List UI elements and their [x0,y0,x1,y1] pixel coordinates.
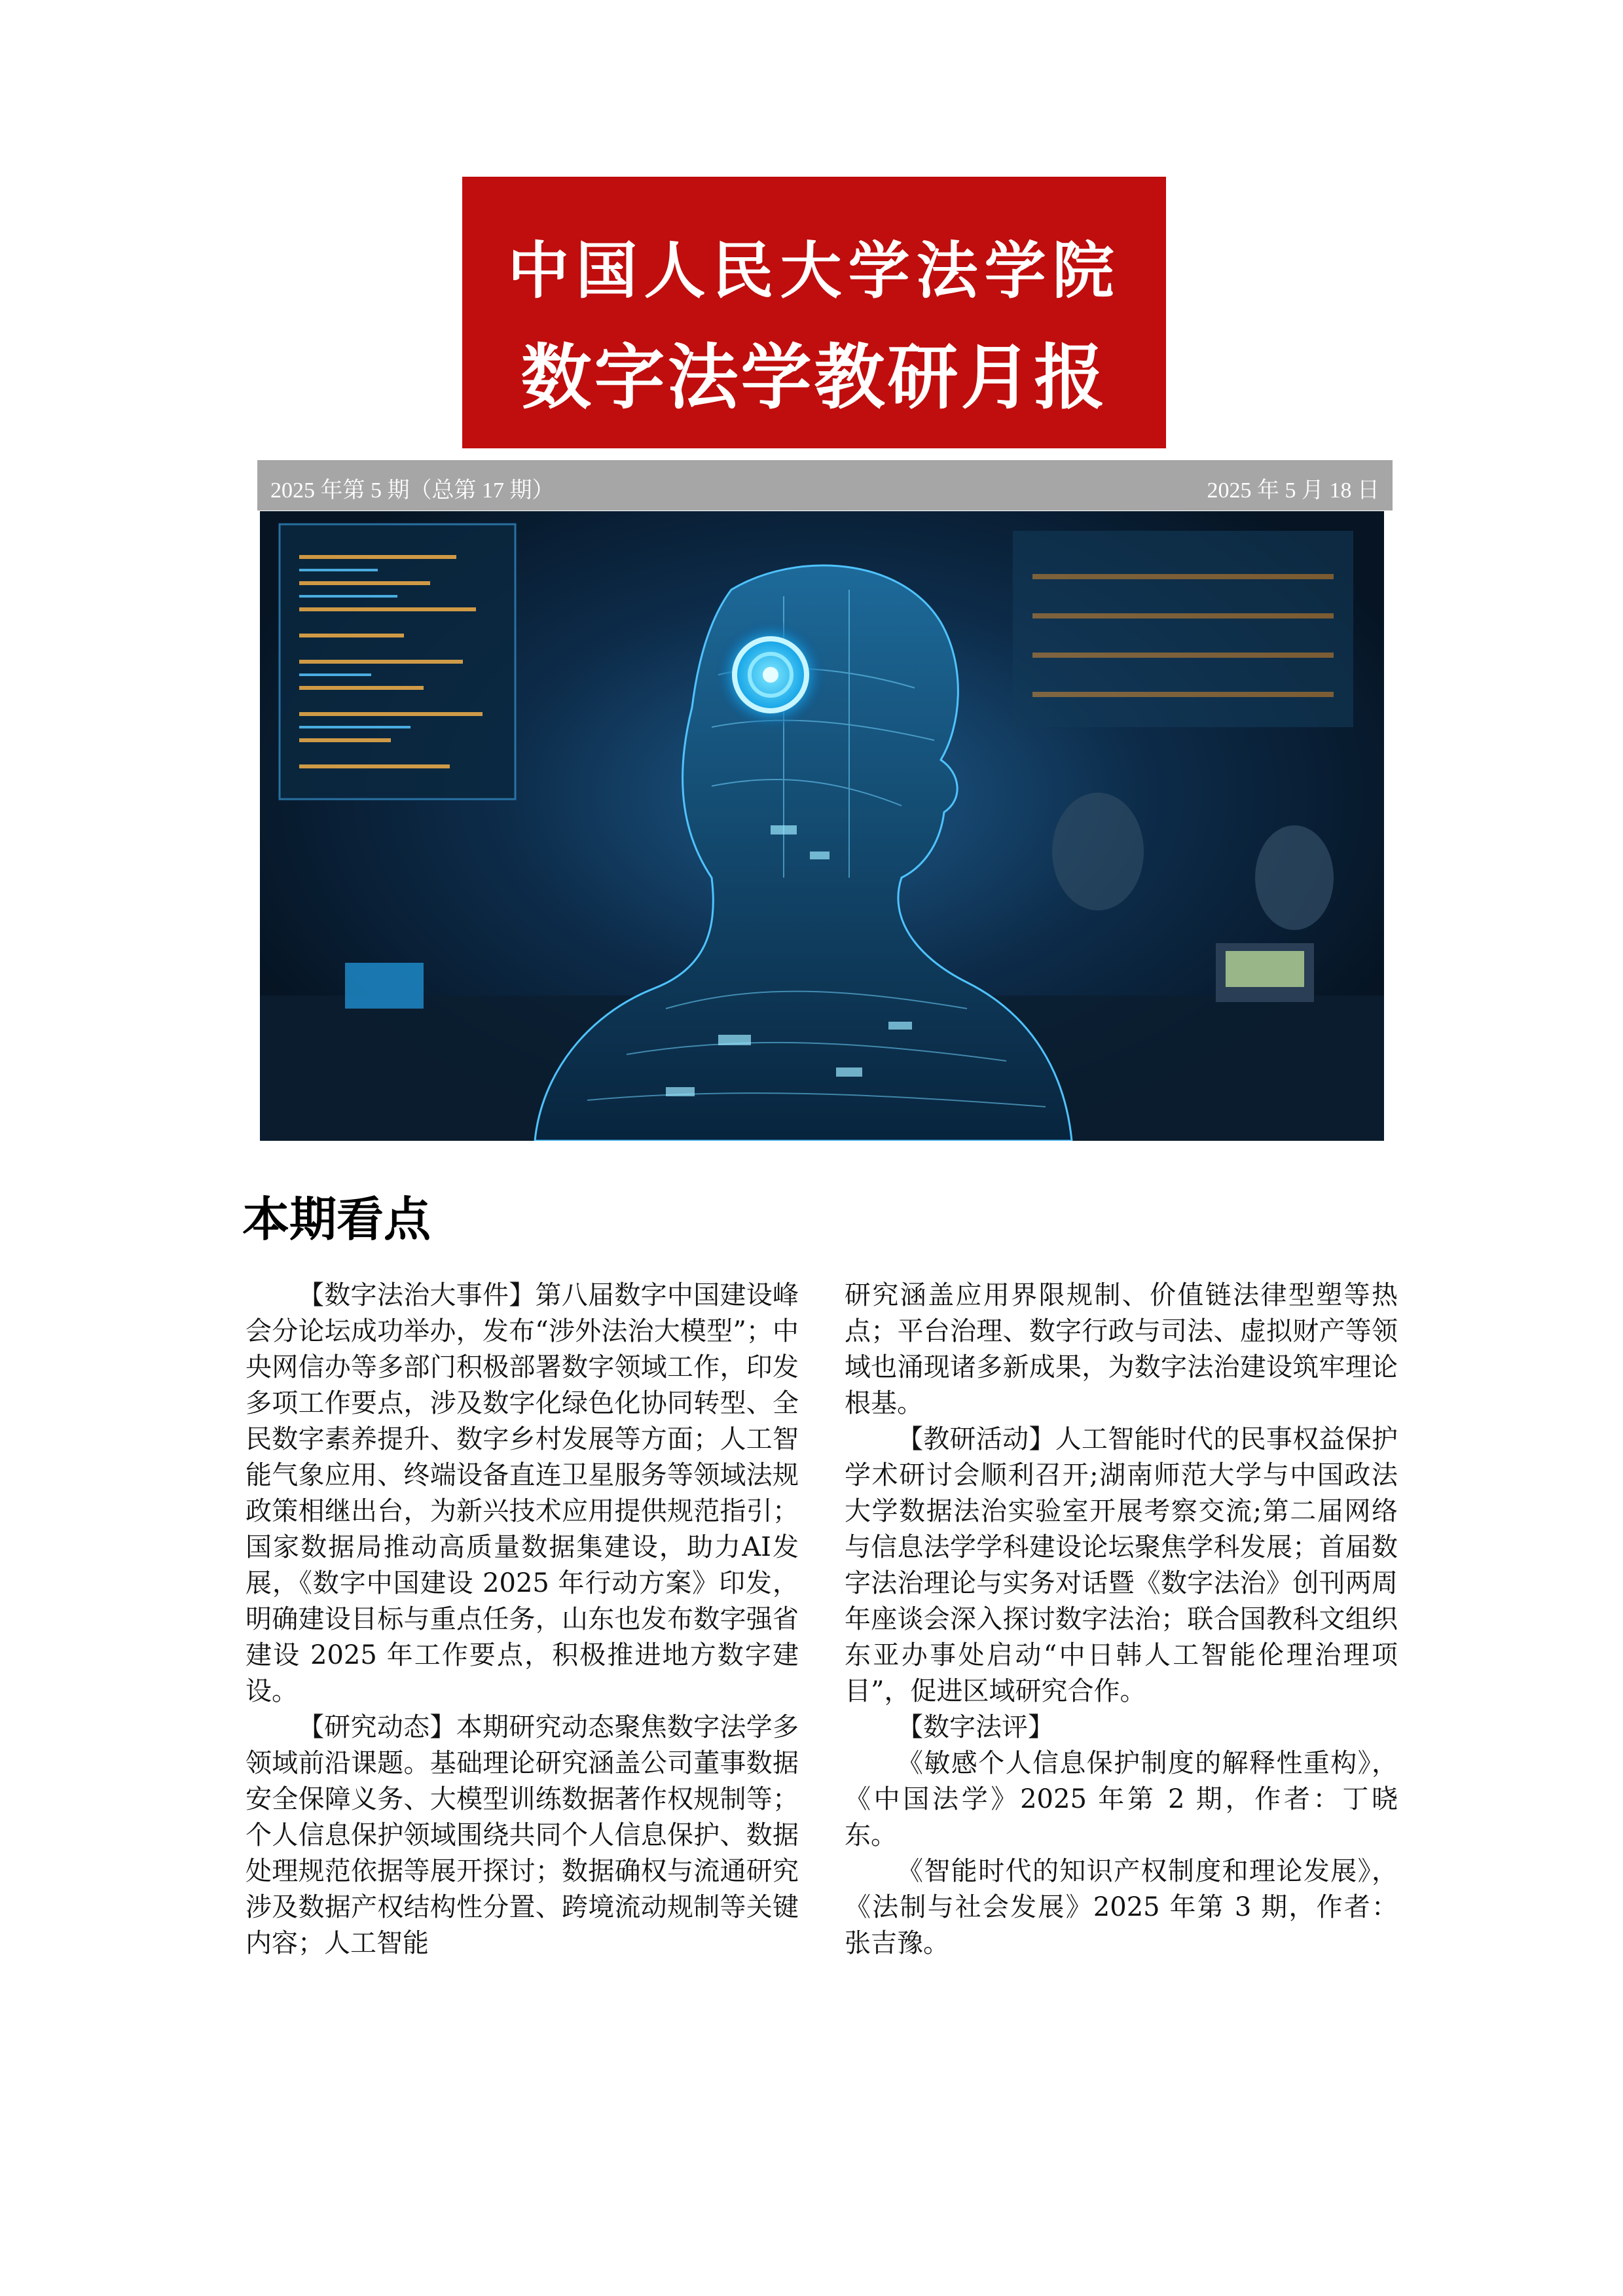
paragraph-research-updates-cont: 研究涵盖应用界限规制、价值链法律型塑等热点；平台治理、数字行政与司法、虚拟财产等领域也涌现诸多新成果，为数字法治建设筑牢理论根基。 [845,1280,1398,1418]
paragraph-teaching-activities: 【教研活动】人工智能时代的民事权益保护学术研讨会顺利召开;湖南师范大学与中国政法大学数据法治实验室开展考察交流;第二届网络与信息法学学科建设论坛聚焦学科发展；首届数字法治理论与实务对话暨《数字法治》创刊两周年座谈会深入探讨数字法治；联合国教科文组织东亚办事处启动“中日韩人工智能伦理治理项目”，促进区域研究合作。 [845,1424,1398,1706]
paragraph-review-item-2: 《智能时代的知识产权制度和理论发展》，《法制与社会发展》2025 年第 3 期，作者：张吉豫。 [845,1856,1398,1958]
issue-date: 2025 年 5 月 18 日 [1207,478,1379,503]
cover-image [260,511,1384,1141]
paragraph-research-updates: 【研究动态】本期研究动态聚焦数字法学多领域前沿课题。基础理论研究涵盖公司董事数据安全保障义务、大模型训练数据著作权规制等；个人信息保护领域围绕共同个人信息保护、数据处理规范依据等展开探讨；数据确权与流通研究涉及数据产权结构性分置、跨境流动规制等关键内容；人工智能 [246,1712,799,1958]
masthead [462,177,1166,448]
issue-number: 2025 年第 5 期（总第 17 期） [270,478,555,503]
paragraph-digital-law-events: 【数字法治大事件】第八届数字中国建设峰会分论坛成功举办，发布“涉外法治大模型”；中央网信办等多部门积极部署数字领域工作，印发多项工作要点，涉及数字化绿色化协同转型、全民数字素养提升、数字乡村发展等方面；人工智能气象应用、终端设备直连卫星服务等领域法规政策相继出台，为新兴技术应用提供规范指引；国家数据局推动高质量数据集建设，助力AI发展，《数字中国建设 2025 年行动方案》印发，明确建设目标与重点任务，山东也发布数字强省建设 2025 年工作要点，积极推进地方数字建设。 [246,1280,799,1706]
ai-head-illustration [260,511,1384,1141]
left-column [246,1278,799,1962]
paragraph-digital-law-review-heading: 【数字法评】 [897,1712,1054,1742]
school-name: 中国人民大学法学院 [507,235,1121,307]
section-title: 本期看点 [242,1192,431,1247]
paragraph-review-item-1: 《敏感个人信息保护制度的解释性重构》，《中国法学》2025 年第 2 期，作者：丁晓东。 [845,1748,1398,1850]
right-column [845,1278,1398,1962]
issue-bar [257,460,1393,511]
journal-title: 数字法学教研月报 [520,336,1108,419]
